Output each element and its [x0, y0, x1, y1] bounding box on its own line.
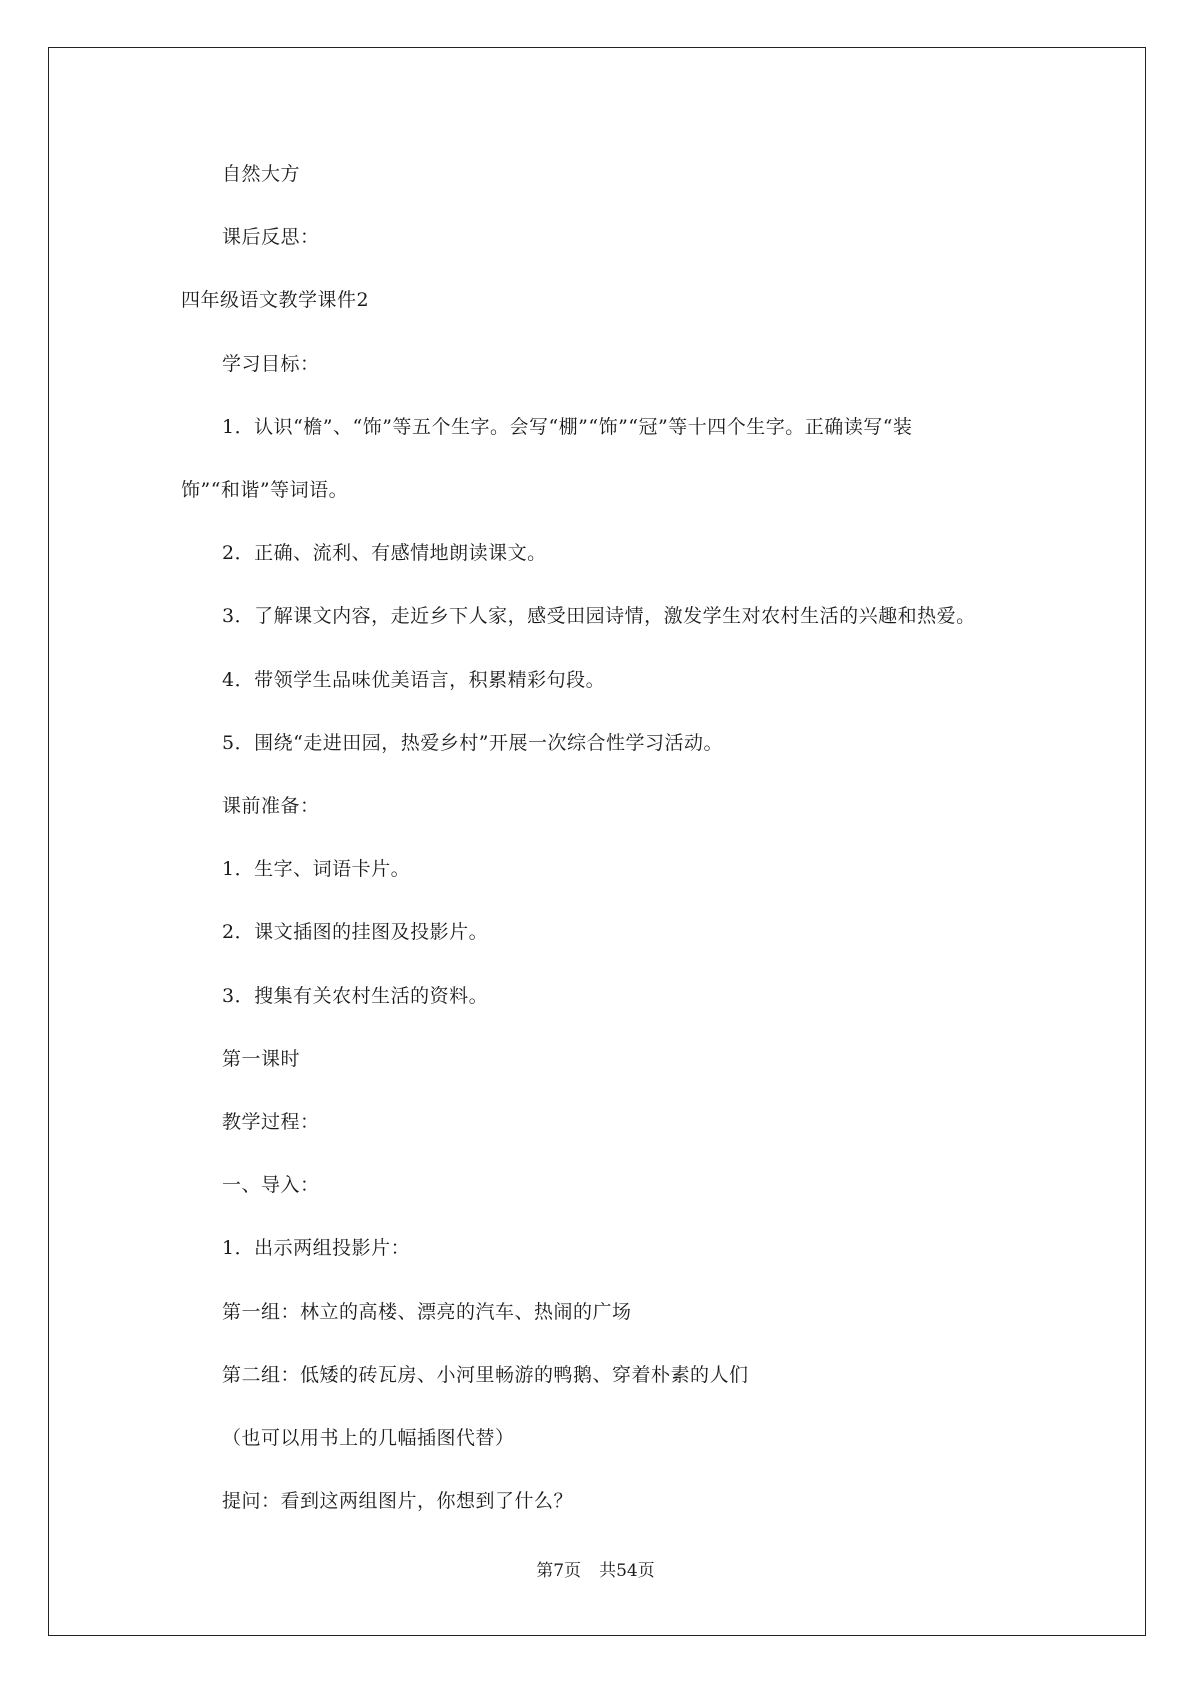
text-line: 自然大方	[222, 163, 301, 185]
text-line: 提问：看到这两组图片，你想到了什么？	[222, 1490, 574, 1512]
text-line: 课后反思：	[222, 226, 320, 248]
text-line: 教学过程：	[222, 1111, 320, 1133]
text-line: （也可以用书上的几幅插图代替）	[222, 1427, 515, 1449]
page-number-footer	[0, 1560, 1191, 1582]
page-total: 共54页	[599, 1561, 655, 1581]
text-line: 课前准备：	[222, 795, 320, 817]
text-line: 第一组：林立的高楼、漂亮的汽车、热闹的广场	[222, 1301, 632, 1323]
text-line: 第二组：低矮的砖瓦房、小河里畅游的鸭鹅、穿着朴素的人们	[222, 1364, 749, 1386]
text-line: 第一课时	[222, 1048, 301, 1070]
text-line: 1．认识“檐”、“饰”等五个生字。会写“棚”“饰”“冠”等十四个生字。正确读写“装	[222, 416, 913, 438]
text-line: 3．搜集有关农村生活的资料。	[222, 985, 489, 1007]
text-line: 饰”“和谐”等词语。	[181, 479, 349, 501]
text-line: 2．课文插图的挂图及投影片。	[222, 921, 489, 943]
text-line: 2．正确、流利、有感情地朗读课文。	[222, 542, 547, 564]
page-border	[48, 47, 1146, 1636]
text-line: 3．了解课文内容，走近乡下人家，感受田园诗情，激发学生对农村生活的兴趣和热爱。	[222, 605, 976, 627]
text-line: 5．围绕“走进田园，热爱乡村”开展一次综合性学习活动。	[222, 732, 724, 754]
text-line: 4．带领学生品味优美语言，积累精彩句段。	[222, 669, 606, 691]
text-line: 1．生字、词语卡片。	[222, 858, 411, 880]
text-line: 1．出示两组投影片：	[222, 1237, 411, 1259]
text-line: 学习目标：	[222, 353, 320, 375]
page-current: 第7页	[536, 1561, 582, 1581]
text-line: 一、导入：	[222, 1174, 320, 1196]
section-heading: 四年级语文教学课件2	[181, 289, 370, 311]
